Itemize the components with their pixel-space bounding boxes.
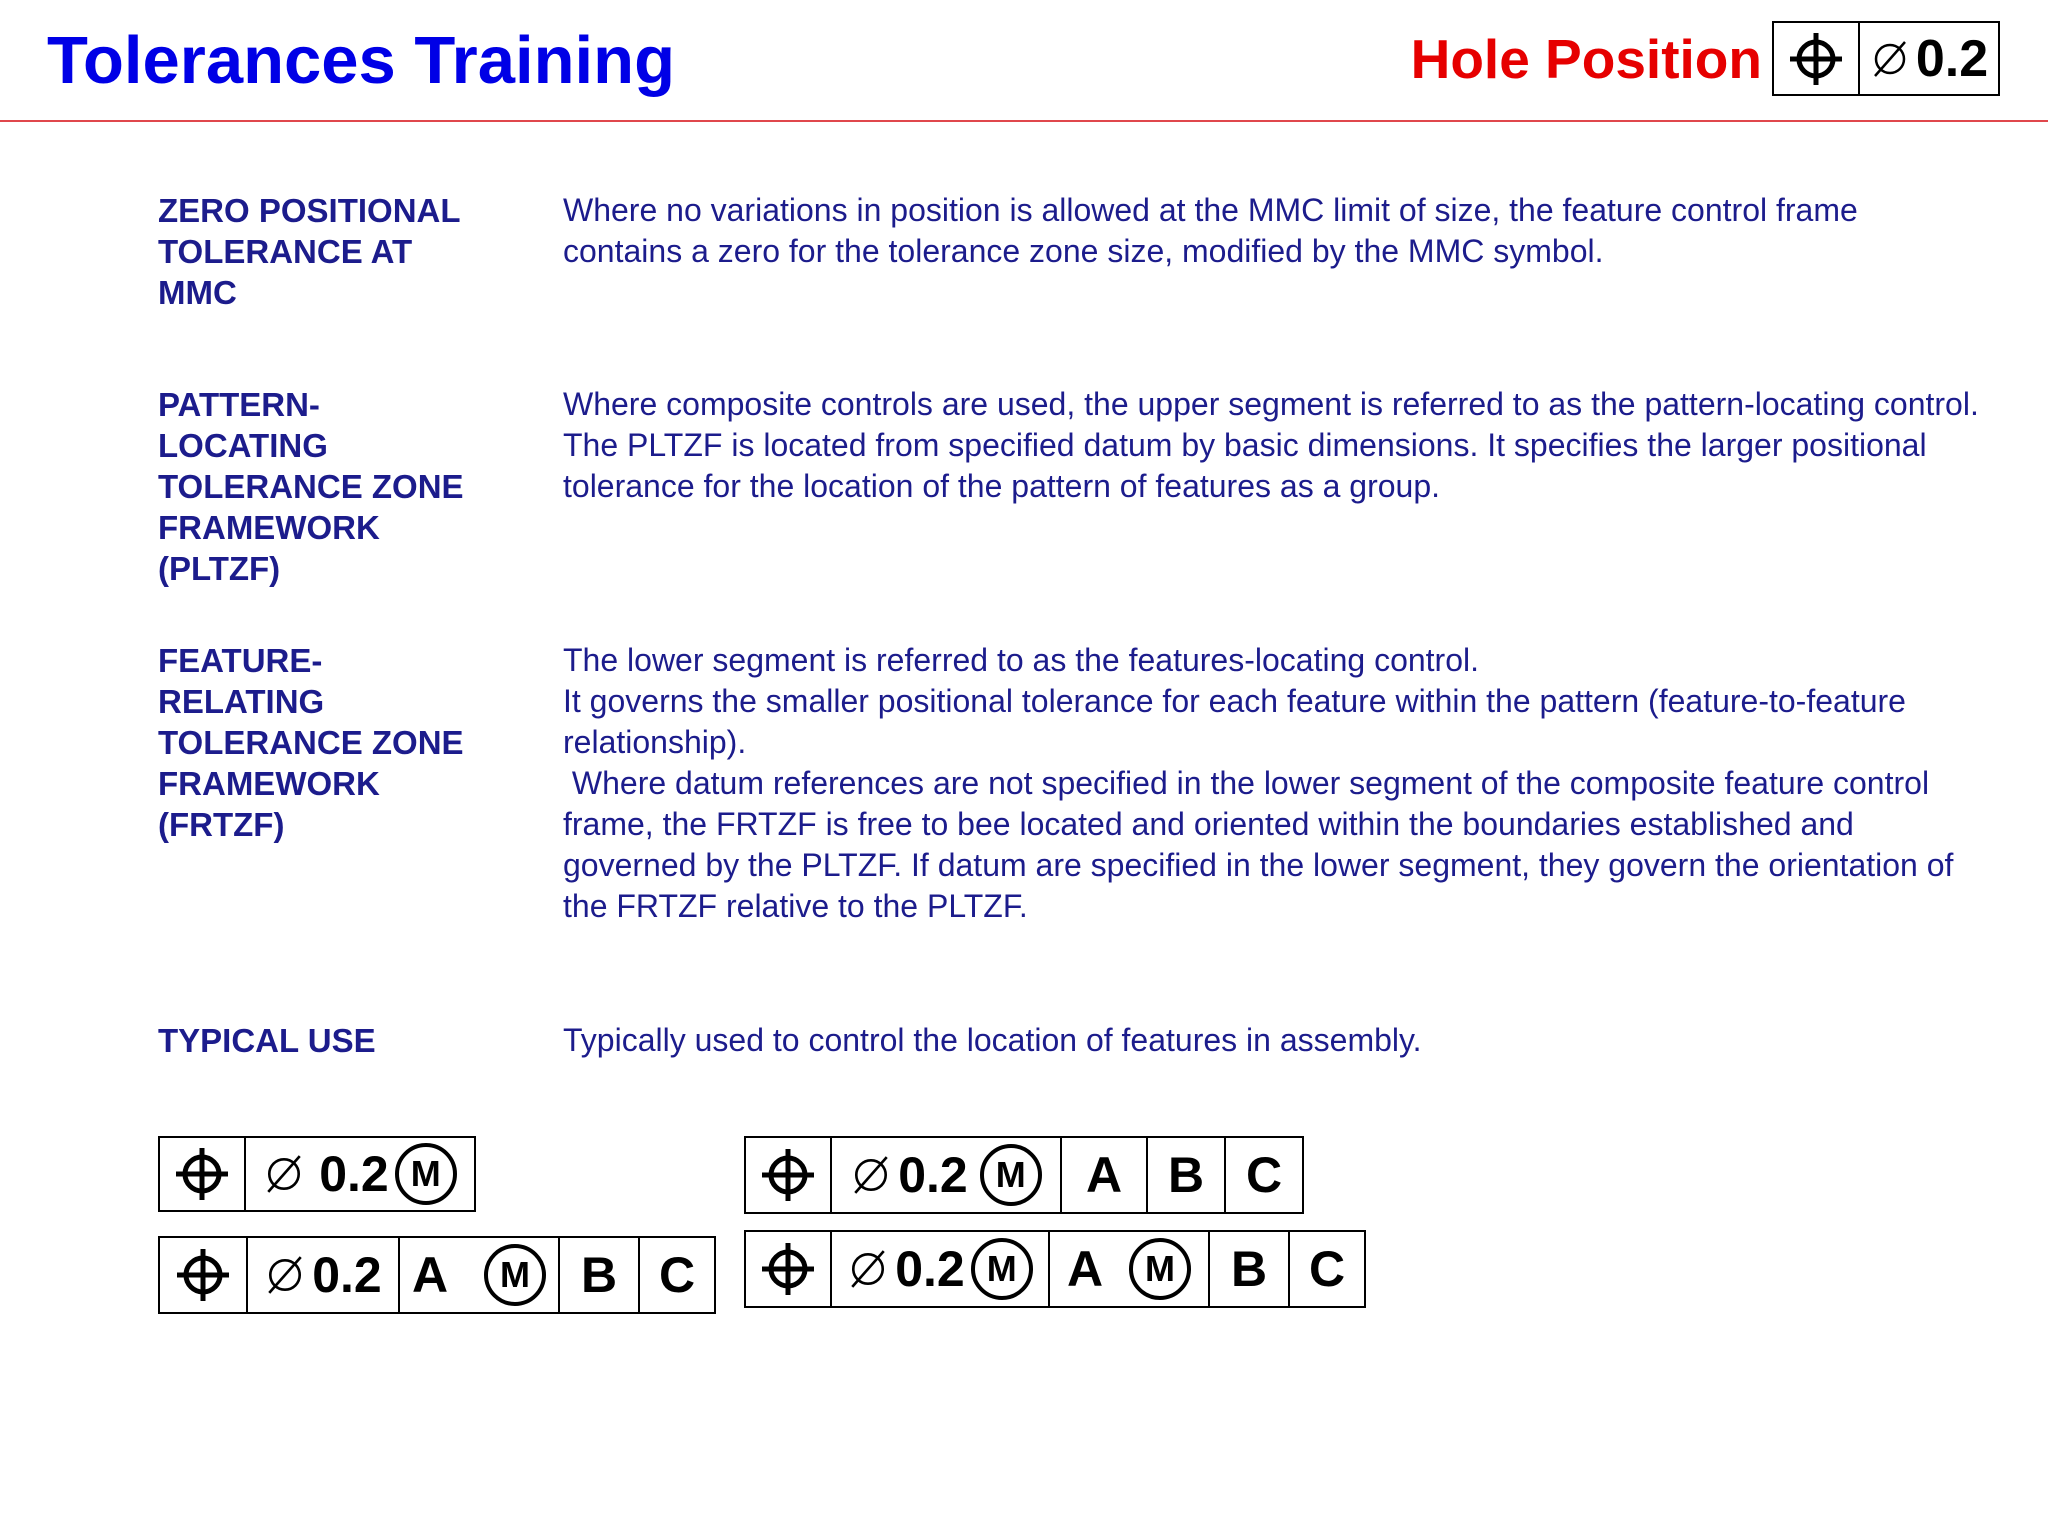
feature-control-frame-2 bbox=[158, 1236, 716, 1314]
diameter-icon bbox=[850, 1154, 892, 1196]
section-description bbox=[563, 190, 1983, 272]
mmc-modifier-icon: M bbox=[484, 1244, 546, 1306]
section-term: TYPICAL USE bbox=[158, 1022, 376, 1059]
datum-b-cell bbox=[1146, 1138, 1224, 1212]
header-feature-control-frame bbox=[1772, 21, 2000, 96]
datum-label: B bbox=[580, 1247, 618, 1303]
description-paragraph: Where composite controls are used, the upper segment is referred to as the pattern-locating control. bbox=[563, 386, 1979, 422]
datum-c-cell bbox=[1288, 1232, 1364, 1306]
datum-label: A bbox=[411, 1247, 449, 1303]
position-icon bbox=[760, 1241, 816, 1297]
page-title: Tolerances Training bbox=[47, 23, 675, 98]
tolerance-value: 0.2 bbox=[1915, 29, 1989, 88]
feature-control-frame-4 bbox=[744, 1230, 1366, 1308]
section-description bbox=[563, 640, 1983, 927]
feature-control-frame-1 bbox=[158, 1136, 476, 1212]
section-description bbox=[563, 1020, 1983, 1061]
tolerance-value: 0.2 bbox=[898, 1147, 968, 1203]
position-symbol-cell bbox=[160, 1238, 246, 1312]
tolerance-value: 0.2 bbox=[895, 1241, 965, 1297]
tolerance-value: 0.2 bbox=[312, 1247, 382, 1303]
datum-label: A bbox=[1066, 1241, 1104, 1297]
description-paragraph: Where datum references are not specified in the lower segment of the composite feature control frame, the FRTZF is free to bee located and oriented within the boundaries established and governed by the PLTZF. If datum are specified in the lower segment, they govern the orientation of the FRTZF relative to the PLTZF. bbox=[563, 765, 1963, 924]
datum-c-cell bbox=[638, 1238, 714, 1312]
tolerance-value: 0.2 bbox=[319, 1146, 389, 1202]
position-icon bbox=[760, 1147, 816, 1203]
mmc-modifier-icon: M bbox=[395, 1143, 457, 1205]
tolerance-cell bbox=[246, 1238, 398, 1312]
tolerance-cell bbox=[830, 1232, 1048, 1306]
position-symbol-cell bbox=[1774, 23, 1858, 94]
datum-label: C bbox=[1245, 1147, 1283, 1203]
datum-label: B bbox=[1167, 1147, 1205, 1203]
position-icon bbox=[174, 1146, 230, 1202]
feature-control-frame-3 bbox=[744, 1136, 1304, 1214]
datum-a-cell bbox=[1048, 1232, 1208, 1306]
section-term: PATTERN- LOCATING TOLERANCE ZONE FRAMEWORK (PLTZF) bbox=[158, 386, 464, 587]
diameter-icon bbox=[1870, 39, 1910, 79]
datum-label: C bbox=[658, 1247, 696, 1303]
diameter-icon bbox=[263, 1153, 305, 1195]
tolerance-cell bbox=[244, 1138, 474, 1210]
datum-b-cell bbox=[558, 1238, 638, 1312]
datum-a-cell bbox=[1060, 1138, 1146, 1212]
description-paragraph: It governs the smaller positional tolerance for each feature within the pattern (feature-to-feature relationship). bbox=[563, 683, 1915, 760]
subject-label: Hole Position bbox=[1410, 27, 1762, 90]
mmc-modifier-icon: M bbox=[971, 1238, 1033, 1300]
description-paragraph: The PLTZF is located from specified datum by basic dimensions. It specifies the larger positional tolerance for the location of the pattern of features as a group. bbox=[563, 427, 1936, 504]
position-symbol-cell bbox=[746, 1232, 830, 1306]
datum-label: A bbox=[1085, 1147, 1123, 1203]
datum-label: C bbox=[1308, 1241, 1346, 1297]
mmc-modifier-icon: M bbox=[980, 1144, 1042, 1206]
tolerance-cell bbox=[830, 1138, 1060, 1212]
section-term: ZERO POSITIONAL TOLERANCE AT MMC bbox=[158, 192, 461, 311]
datum-label: B bbox=[1230, 1241, 1268, 1297]
tolerance-cell bbox=[1858, 23, 1998, 94]
position-symbol-cell bbox=[746, 1138, 830, 1212]
description-paragraph: The lower segment is referred to as the features-locating control. bbox=[563, 642, 1479, 678]
position-icon bbox=[175, 1247, 231, 1303]
diameter-icon bbox=[264, 1254, 306, 1296]
datum-b-cell bbox=[1208, 1232, 1288, 1306]
diameter-icon bbox=[847, 1248, 889, 1290]
section-description bbox=[563, 384, 1983, 507]
position-symbol-cell bbox=[160, 1138, 244, 1210]
section-term: FEATURE- RELATING TOLERANCE ZONE FRAMEWORK (FRTZF) bbox=[158, 642, 464, 843]
datum-a-cell bbox=[398, 1238, 558, 1312]
mmc-modifier-icon: M bbox=[1129, 1238, 1191, 1300]
datum-c-cell bbox=[1224, 1138, 1302, 1212]
description-paragraph: Typically used to control the location of features in assembly. bbox=[563, 1022, 1422, 1058]
header-divider bbox=[0, 120, 2048, 122]
header-subject bbox=[1411, 21, 2000, 96]
position-icon bbox=[1788, 31, 1844, 87]
description-paragraph: Where no variations in position is allowed at the MMC limit of size, the feature control frame contains a zero for the tolerance zone size, modified by the MMC symbol. bbox=[563, 192, 1867, 269]
